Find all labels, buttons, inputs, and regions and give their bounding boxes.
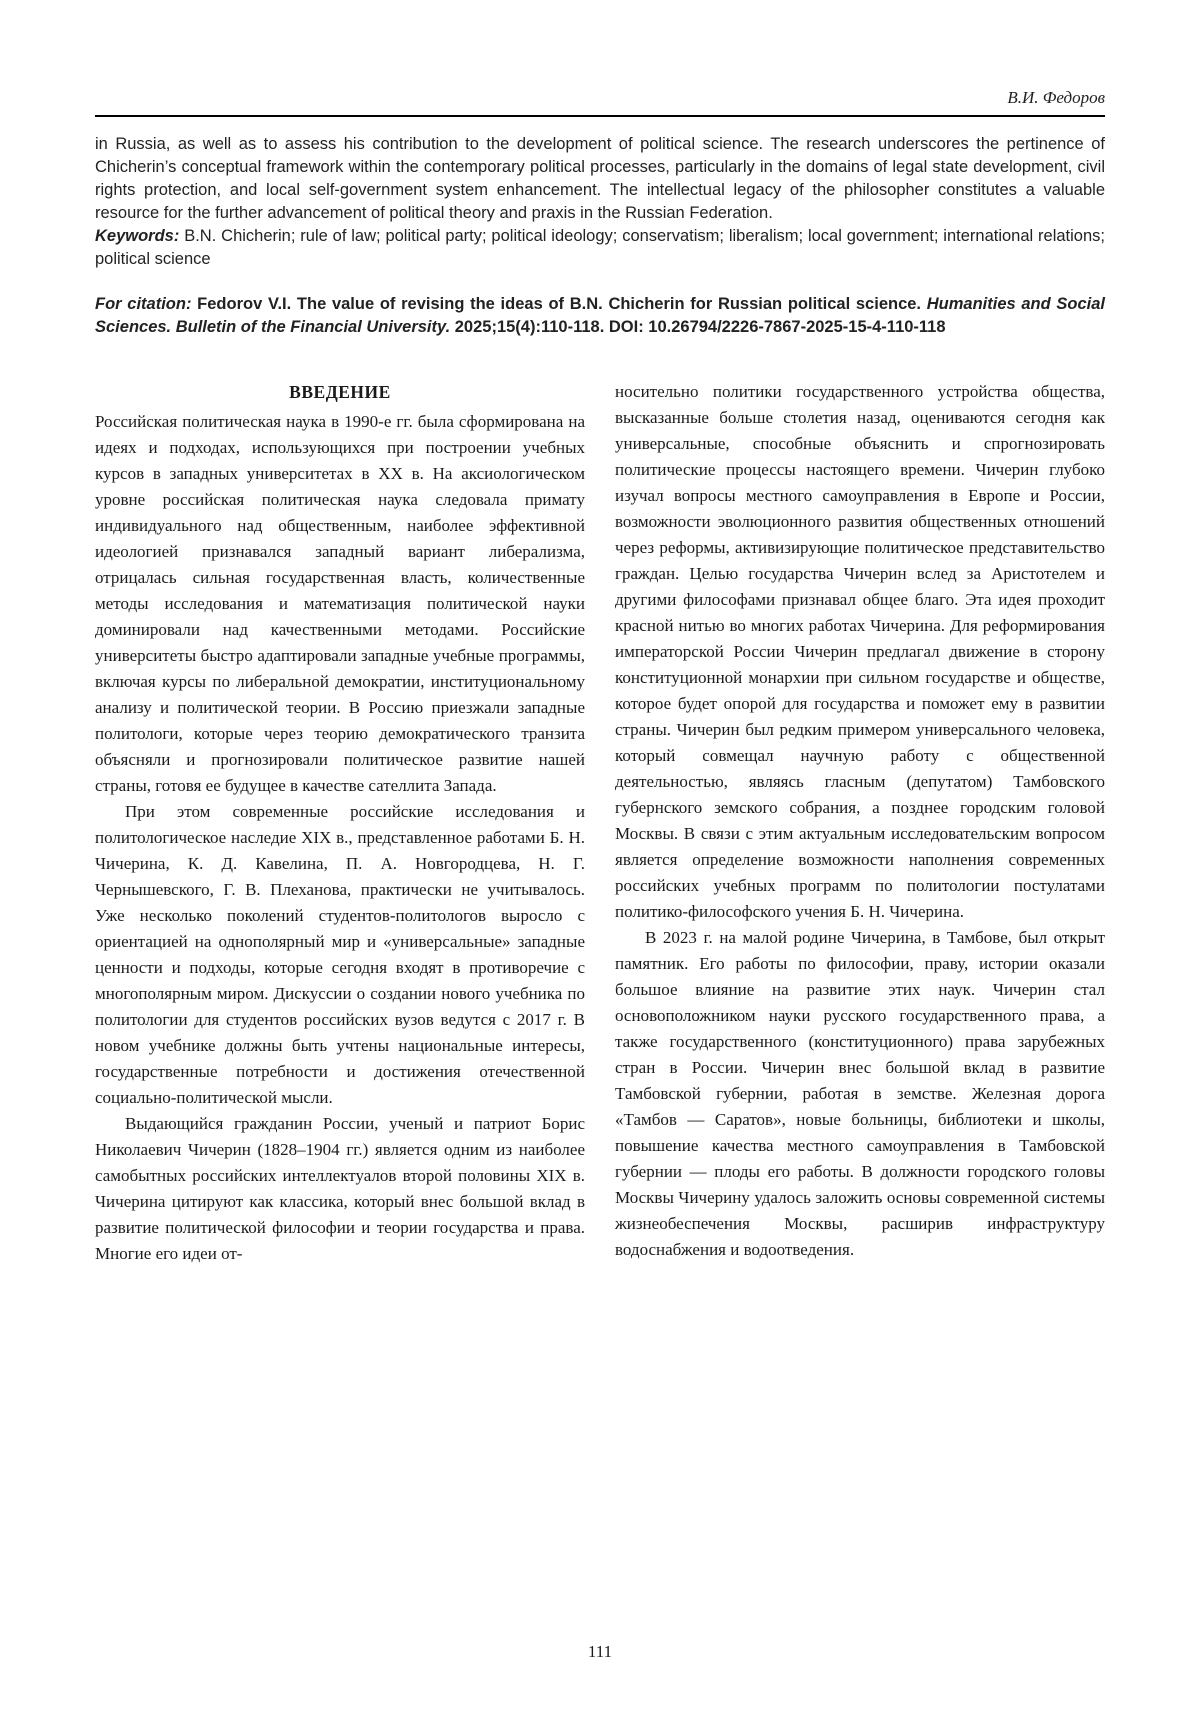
body-paragraph: При этом современные российские исследования и политологическое наследие XIX в., представленное работами Б. Н. Чичерина, К. Д. Кавелина, П. А. Новгородцева, Н. Г. Чернышевского, Г. В. Плеханова, практически не учитывалось. Уже несколько поколений студентов-политологов выросло с ориентацией на однополярный мир и «универсальные» западные ценности и подходы, которые сегодня входят в противоречие с многополярным миром. Дискуссии о создании нового учебника по политологии для студентов российских вузов ведутся с 2017 г. В новом учебнике должны быть учтены национальные интересы, государственные потребности и достижения отечественной социально-политической мысли. — [95, 802, 585, 1107]
running-head-author: В.И. Федоров — [1007, 88, 1105, 107]
section-heading-introduction: ВВЕДЕНИЕ — [289, 382, 391, 402]
page-number: 111 — [587, 1642, 613, 1661]
keywords-text: B.N. Chicherin; rule of law; political party; political ideology; conservatism; liberalism; local government; international relations; political science — [95, 227, 1105, 268]
abstract-section — [95, 133, 1105, 271]
right-column — [615, 379, 1105, 1267]
running-head — [95, 0, 1105, 108]
citation-journal: Humanities and Social Sciences. Bulletin of the Financial University. — [95, 295, 1106, 336]
left-column — [95, 379, 585, 1267]
citation-title: Fedorov V.I. The value of revising the ideas of B.N. Chicherin for Russian political science. — [197, 295, 922, 313]
citation-section — [95, 293, 1105, 339]
body-paragraph: носительно политики государственного устройства общества, высказанные больше столетия назад, оцениваются сегодня как универсальные, способные объяснить и спрогнозировать политические процессы настоящего времени. Чичерин глубоко изучал вопросы местного самоуправления в Европе и России, возможности эволюционного развития общественных отношений через реформы, активизирующие политическое представительство граждан. Целью государства Чичерин вслед за Аристотелем и другими философами признавал общее благо. Эта идея проходит красной нитью во многих работах Чичерина. Для реформирования императорской России Чичерин предлагал движение в сторону конституционной монархии при сильном государстве и обществе, которое будет опорой для государства и поможет ему в развитии страны. Чичерин был редким примером универсального человека, который совмещал научную работу с общественной деятельностью, являясь гласным (депутатом) Тамбовского губернского земского собрания, а позднее городским головой Москвы. В связи с этим актуальным исследовательским вопросом является определение возможности наполнения современных российских учебных программ по политологии постулатами политико-философского учения Б. Н. Чичерина. — [615, 382, 1105, 921]
article-body — [95, 379, 1105, 1267]
header-rule — [95, 115, 1105, 117]
body-paragraph: В 2023 г. на малой родине Чичерина, в Тамбове, был открыт памятник. Его работы по философии, праву, истории оказали большое влияние на развитие этих наук. Чичерин стал основоположником науки русского государственного права, а также государственного (конституционного) права зарубежных стран в России. Чичерин внес большой вклад в развитие Тамбовской губернии, работая в земстве. Железная дорога «Тамбов — Саратов», новые больницы, библиотеки и школы, повышение качества местного самоуправления в Тамбовской губернии — плоды его работы. В должности городского головы Москвы Чичерину удалось заложить основы современной системы жизнеобеспечения Москвы, расширив инфраструктуру водоснабжения и водоотведения. — [615, 928, 1105, 1259]
keywords-line — [95, 225, 1105, 271]
page-footer — [0, 1642, 1200, 1662]
keywords-label: Keywords: — [95, 227, 180, 245]
body-paragraph: Выдающийся гражданин России, ученый и патриот Борис Николаевич Чичерин (1828–1904 гг.) является одним из наиболее самобытных российских интеллектуалов второй половины XIX в. Чичерина цитируют как классика, который внес большой вклад в развитие политической философии и теории государства и права. Многие его идеи от- — [95, 1114, 585, 1263]
abstract-text: in Russia, as well as to assess his contribution to the development of political science. The research underscores the pertinence of Chicherin’s conceptual framework within the contemporary political processes, particularly in the domains of legal state development, civil rights protection, and local self-government system enhancement. The intellectual legacy of the philosopher constitutes a valuable resource for the further advancement of political theory and praxis in the Russian Federation. — [95, 135, 1105, 222]
citation-label: For citation: — [95, 295, 192, 313]
body-paragraph: Российская политическая наука в 1990-е гг. была сформирована на идеях и подходах, использующихся при построении учебных курсов в западных университетах в XX в. На аксиологическом уровне российская политическая наука следовала примату индивидуального над общественным, наиболее эффективной идеологией признавался западный вариант либерализма, отрицалась сильная государственная власть, количественные методы исследования и математизация политической науки доминировали над качественными методами. Российские университеты быстро адаптировали западные учебные программы, включая курсы по либеральной демократии, институциональному анализу и политической теории. В Россию приезжали западные политологи, которые через теорию демократического транзита объясняли и прогнозировали политическое развитие нашей страны, готовя ее будущее в качестве сателлита Запада. — [95, 412, 585, 795]
citation-issue-doi: 2025;15(4):110-118. DOI: 10.26794/2226-7867-2025-15-4-110-118 — [454, 318, 946, 336]
citation-line — [95, 293, 1105, 339]
